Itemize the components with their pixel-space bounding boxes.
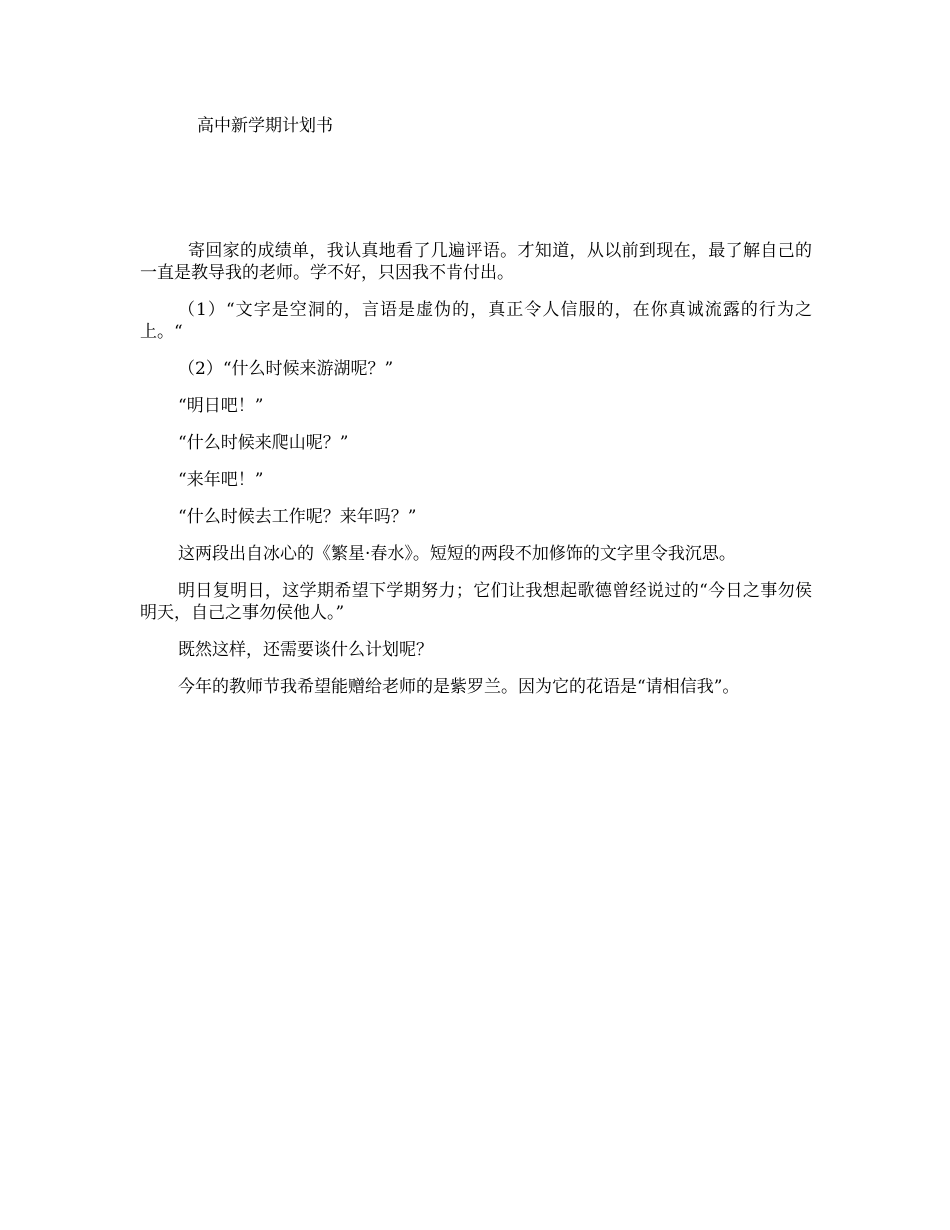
paragraph-source: 这两段出自冰心的《繁星·春水》。短短的两段不加修饰的文字里令我沉思。 — [178, 544, 736, 564]
document-body — [140, 240, 812, 713]
paragraph-quote-1: （1）“文字是空洞的，言语是虚伪的，真正令人信服的，在你真诚流露的行为之上。“ — [140, 300, 812, 342]
paragraph-report-card: 寄回家的成绩单，我认真地看了几遍评语。才知道，从以前到现在，最了解自己的一直是教导我的老师。学不好，只因我不肯付出。 — [140, 241, 812, 283]
paragraph-goethe: 明日复明日，这学期希望下学期努力；它们让我想起歌德曾经说过的“今日之事勿侯明天，自己之事勿侯他人。” — [140, 581, 812, 623]
paragraph-quote-2: （2）“什么时候来游湖呢？” — [178, 359, 394, 379]
paragraph-dialogue-next-year: “来年吧！” — [178, 470, 264, 490]
paragraph-teachers-day: 今年的教师节我希望能赠给老师的是紫罗兰。因为它的花语是“请相信我”。 — [178, 677, 740, 697]
document-title: 高中新学期计划书 — [197, 116, 333, 136]
paragraph-dialogue-work: “什么时候去工作呢？来年吗？” — [178, 507, 417, 527]
paragraph-dialogue-climb: “什么时候来爬山呢？” — [178, 433, 349, 453]
paragraph-dialogue-tomorrow: “明日吧！” — [178, 396, 264, 416]
paragraph-plan-question: 既然这样，还需要谈什么计划呢？ — [178, 640, 433, 660]
